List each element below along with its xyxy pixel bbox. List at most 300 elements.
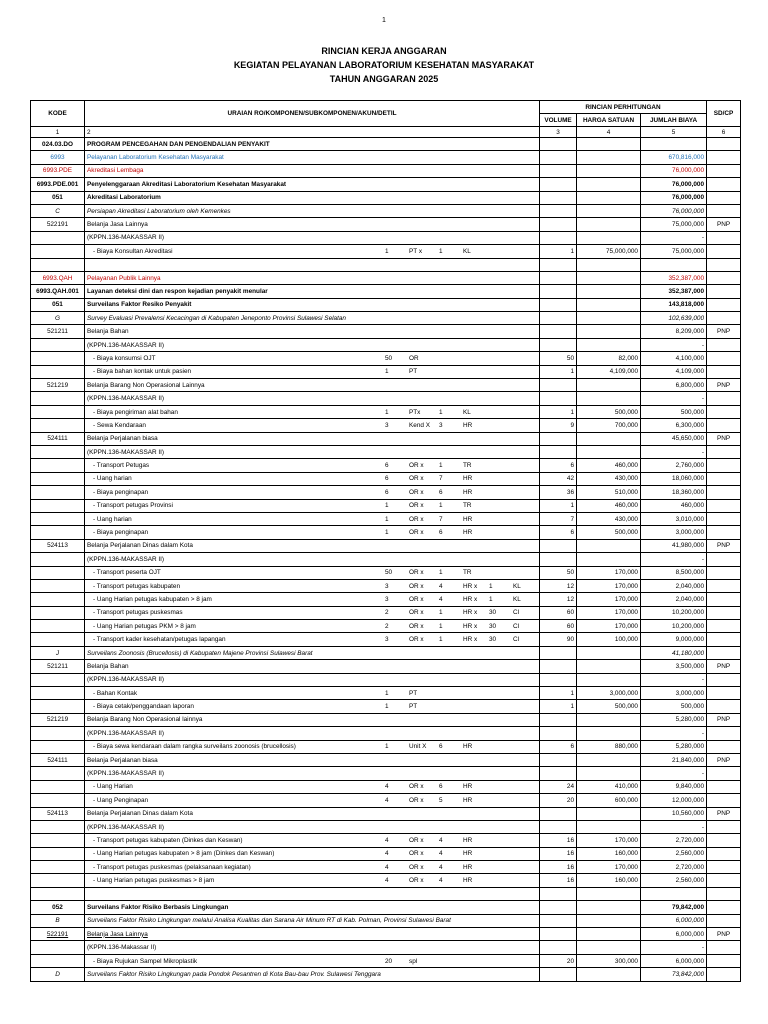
uraian-content	[87, 688, 537, 699]
qty-2: 5	[439, 796, 443, 804]
sdcp-cell	[707, 834, 741, 847]
jumlah-biaya-cell: 2,720,000	[641, 834, 707, 847]
jumlah-biaya-cell: 2,560,000	[641, 847, 707, 860]
uraian-cell	[85, 392, 540, 405]
qty-1: 1	[385, 703, 389, 711]
table-row	[31, 807, 741, 820]
jumlah-biaya-cell: 352,387,000	[641, 285, 707, 298]
sdcp-cell	[707, 579, 741, 592]
table-row	[31, 928, 741, 941]
kode-cell: 521219	[31, 713, 85, 726]
kode-cell: 051	[31, 191, 85, 204]
uraian-label: Surveilans Faktor Risiko Lingkungan pada Pondok Pesantren di Kota Bau-bau Prov. Sulawesi Tenggara	[87, 970, 381, 978]
harga-satuan-cell: 460,000	[577, 499, 641, 512]
volume-cell: 42	[540, 472, 577, 485]
detail-row	[31, 405, 741, 418]
jumlah-biaya-cell: 4,109,000	[641, 365, 707, 378]
jumlah-biaya-cell: 76,000,000	[641, 178, 707, 191]
sdcp-cell	[707, 312, 741, 325]
uraian-label: Surveilans Faktor Risiko Berbasis Lingkungan	[87, 903, 229, 911]
qty-2: 1	[439, 622, 443, 630]
jumlah-biaya-cell: 460,000	[641, 499, 707, 512]
unit-1: spl	[409, 957, 418, 965]
kode-cell: J	[31, 646, 85, 659]
volume-cell: 12	[540, 593, 577, 606]
uraian-content	[87, 942, 537, 953]
sdcp-cell	[707, 646, 741, 659]
unit-2: KL	[463, 408, 471, 416]
sdcp-cell	[707, 405, 741, 418]
qty-1: 1	[385, 247, 389, 255]
qty-1: 6	[385, 488, 389, 496]
uraian-content	[87, 206, 537, 217]
unit-2: HR	[463, 837, 473, 844]
table-row	[31, 553, 741, 566]
volume-cell	[540, 231, 577, 244]
harga-satuan-cell	[577, 968, 641, 981]
sdcp-cell: PNP	[707, 325, 741, 338]
volume-cell: 90	[540, 633, 577, 646]
harga-satuan-cell	[577, 753, 641, 766]
volume-cell	[540, 164, 577, 177]
qty-1: 4	[385, 877, 389, 885]
uraian-content	[87, 433, 537, 444]
unit-2: HR x	[463, 622, 478, 630]
sdcp-cell	[707, 861, 741, 874]
uraian-content	[87, 340, 537, 351]
sdcp-cell	[707, 526, 741, 539]
volume-cell	[540, 767, 577, 780]
uraian-content	[87, 795, 537, 806]
uraian-label: Akreditasi Laboratorium	[87, 194, 161, 202]
sdcp-cell	[707, 298, 741, 311]
sdcp-cell	[707, 164, 741, 177]
uraian-content	[87, 273, 537, 284]
volume-cell: 6	[540, 459, 577, 472]
uraian-label: - Biaya Konsultan Akreditasi	[93, 247, 173, 255]
kode-cell	[31, 526, 85, 539]
uraian-content	[87, 353, 537, 364]
volume-cell: 12	[540, 579, 577, 592]
uraian-content	[87, 929, 537, 940]
table-row	[31, 204, 741, 217]
volume-cell	[540, 941, 577, 954]
budget-table	[30, 100, 741, 982]
uraian-cell	[85, 365, 540, 378]
sdcp-cell	[707, 847, 741, 860]
uraian-cell	[85, 231, 540, 244]
unit-1: OR x	[409, 837, 424, 844]
volume-cell: 1	[540, 245, 577, 258]
harga-satuan-cell	[577, 914, 641, 927]
qty-1: 3	[385, 595, 389, 603]
sdcp-cell: PNP	[707, 928, 741, 941]
page-number: 1	[382, 17, 386, 24]
volume-cell	[540, 218, 577, 231]
sdcp-cell	[707, 700, 741, 713]
qty-2: 4	[439, 863, 443, 871]
empty-cell	[577, 887, 641, 900]
jumlah-biaya-cell: 76,000,000	[641, 191, 707, 204]
volume-cell: 1	[540, 687, 577, 700]
uraian-label: Belanja Perjalanan Dinas dalam Kota	[87, 810, 193, 818]
unit-3: Cl	[513, 622, 520, 630]
unit-1: PT	[409, 368, 418, 376]
harga-satuan-cell	[577, 285, 641, 298]
harga-satuan-cell: 700,000	[577, 419, 641, 432]
kode-cell	[31, 486, 85, 499]
header-rincian: RINCIAN PERHITUNGAN	[540, 101, 707, 114]
uraian-label: Belanja Perjalanan Dinas dalam Kota	[87, 542, 193, 550]
volume-cell	[540, 673, 577, 686]
jumlah-biaya-cell: 6,300,000	[641, 419, 707, 432]
harga-satuan-cell	[577, 553, 641, 566]
sdcp-cell	[707, 392, 741, 405]
empty-cell	[540, 258, 577, 271]
uraian-content	[87, 487, 537, 498]
qty-2: 4	[439, 850, 443, 858]
unit-3: KL	[513, 582, 521, 590]
harga-satuan-cell: 170,000	[577, 606, 641, 619]
sdcp-cell	[707, 740, 741, 753]
kode-cell: B	[31, 914, 85, 927]
kode-cell: 6993	[31, 151, 85, 164]
qty-1: 2	[385, 622, 389, 630]
uraian-content	[87, 607, 537, 618]
kode-cell: 521219	[31, 379, 85, 392]
uraian-cell	[85, 285, 540, 298]
unit-1: PTx	[409, 408, 421, 416]
uraian-cell	[85, 178, 540, 191]
jumlah-biaya-cell: -	[641, 820, 707, 833]
unit-1: OR x	[409, 636, 424, 644]
qty-2: 3	[439, 421, 443, 429]
detail-row	[31, 459, 741, 472]
kode-cell	[31, 338, 85, 351]
kode-cell: 524111	[31, 753, 85, 766]
volume-cell	[540, 713, 577, 726]
harga-satuan-cell	[577, 820, 641, 833]
kode-cell	[31, 620, 85, 633]
volume-cell	[540, 151, 577, 164]
harga-satuan-cell: 460,000	[577, 459, 641, 472]
uraian-content	[87, 152, 537, 163]
uraian-label: - Transport Petugas	[93, 462, 150, 470]
detail-row	[31, 512, 741, 525]
jumlah-biaya-cell: 18,360,000	[641, 486, 707, 499]
detail-row	[31, 780, 741, 793]
table-row	[31, 646, 741, 659]
harga-satuan-cell	[577, 539, 641, 552]
qty-1: 1	[385, 743, 389, 751]
qty-1: 2	[385, 609, 389, 617]
table-row	[31, 285, 741, 298]
kode-cell	[31, 700, 85, 713]
unit-1: OR x	[409, 863, 424, 871]
uraian-content	[87, 634, 537, 645]
jumlah-biaya-cell: 10,560,000	[641, 807, 707, 820]
uraian-cell	[85, 553, 540, 566]
unit-2: HR	[463, 783, 473, 791]
document-title-line-2: KEGIATAN PELAYANAN LABORATORIUM KESEHATAN MASYARAKAT	[233, 60, 535, 70]
uraian-label: Pelayanan Laboratorium Kesehatan Masyarakat	[87, 154, 224, 162]
uraian-content	[87, 393, 537, 404]
volume-cell: 60	[540, 606, 577, 619]
uraian-label: (KPPN.136-Makassar II)	[87, 944, 157, 952]
harga-satuan-cell	[577, 312, 641, 325]
harga-satuan-cell	[577, 901, 641, 914]
jumlah-biaya-cell: -	[641, 673, 707, 686]
volume-cell	[540, 727, 577, 740]
spacer-row	[31, 258, 741, 271]
volume-cell: 6	[540, 526, 577, 539]
unit-2: HR	[463, 796, 473, 804]
qty-2: 4	[439, 582, 443, 590]
uraian-content	[87, 299, 537, 310]
empty-cell	[540, 887, 577, 900]
uraian-cell	[85, 459, 540, 472]
qty-2: 1	[439, 502, 443, 510]
uraian-cell	[85, 646, 540, 659]
empty-cell	[31, 258, 85, 271]
uraian-content	[87, 366, 537, 377]
document-title-line-1: RINCIAN KERJA ANGGARAN	[321, 46, 447, 56]
sdcp-cell	[707, 606, 741, 619]
harga-satuan-cell: 170,000	[577, 861, 641, 874]
uraian-label: (KPPN.136-MAKASSAR II)	[87, 555, 165, 563]
unit-2: HR x	[463, 636, 478, 644]
harga-satuan-cell: 300,000	[577, 954, 641, 967]
jumlah-biaya-cell: 500,000	[641, 405, 707, 418]
volume-cell	[540, 445, 577, 458]
unit-2: HR x	[463, 609, 478, 617]
uraian-cell	[85, 499, 540, 512]
harga-satuan-cell: 510,000	[577, 486, 641, 499]
harga-satuan-cell: 170,000	[577, 593, 641, 606]
volume-cell	[540, 914, 577, 927]
harga-satuan-cell	[577, 218, 641, 231]
uraian-label: (KPPN.136-MAKASSAR II)	[87, 395, 165, 403]
qty-1: 1	[385, 689, 389, 697]
table-row	[31, 713, 741, 726]
empty-cell	[85, 887, 540, 900]
volume-cell: 1	[540, 499, 577, 512]
kode-cell	[31, 579, 85, 592]
kode-cell	[31, 727, 85, 740]
sdcp-cell	[707, 566, 741, 579]
jumlah-biaya-cell: 73,842,000	[641, 968, 707, 981]
unit-1: OR x	[409, 502, 424, 510]
uraian-label: Belanja Bahan	[87, 662, 129, 670]
harga-satuan-cell	[577, 673, 641, 686]
sdcp-cell	[707, 968, 741, 981]
volume-cell: 50	[540, 352, 577, 365]
sdcp-cell	[707, 459, 741, 472]
uraian-label: (KPPN.136-MAKASSAR II)	[87, 770, 165, 778]
kode-cell	[31, 245, 85, 258]
uraian-content	[87, 969, 537, 980]
uraian-content	[87, 701, 537, 712]
jumlah-biaya-cell: 9,000,000	[641, 633, 707, 646]
detail-row	[31, 861, 741, 874]
harga-satuan-cell: 600,000	[577, 794, 641, 807]
uraian-label: Belanja Barang Non Operasional lainnya	[87, 716, 203, 724]
uraian-cell	[85, 753, 540, 766]
uraian-content	[87, 420, 537, 431]
detail-row	[31, 419, 741, 432]
kode-cell: 6993.QAH	[31, 271, 85, 284]
uraian-label: - Transport peserta OJT	[93, 569, 161, 577]
detail-row	[31, 740, 741, 753]
uraian-label: (KPPN.136-MAKASSAR II)	[87, 341, 165, 349]
kode-cell: 521211	[31, 660, 85, 673]
volume-cell: 60	[540, 620, 577, 633]
uraian-content	[87, 286, 537, 297]
jumlah-biaya-cell: -	[641, 338, 707, 351]
qty-3: 30	[489, 636, 497, 644]
kode-cell: D	[31, 968, 85, 981]
qty-1: 1	[385, 502, 389, 510]
sdcp-cell	[707, 365, 741, 378]
volume-cell: 16	[540, 847, 577, 860]
table-row	[31, 298, 741, 311]
jumlah-biaya-cell: -	[641, 767, 707, 780]
jumlah-biaya-cell: 10,200,000	[641, 620, 707, 633]
uraian-cell	[85, 445, 540, 458]
harga-satuan-cell	[577, 164, 641, 177]
uraian-content	[87, 648, 537, 659]
jumlah-biaya-cell: 75,000,000	[641, 245, 707, 258]
uraian-cell	[85, 834, 540, 847]
qty-2: 6	[439, 743, 443, 751]
table-row	[31, 445, 741, 458]
uraian-cell	[85, 271, 540, 284]
sdcp-cell	[707, 727, 741, 740]
uraian-label: Surveilans Faktor Resiko Penyakit	[87, 301, 192, 309]
unit-3: KL	[513, 595, 521, 603]
volume-cell: 20	[540, 794, 577, 807]
kode-cell: 522191	[31, 928, 85, 941]
detail-row	[31, 847, 741, 860]
volume-cell	[540, 285, 577, 298]
sdcp-cell	[707, 553, 741, 566]
harga-satuan-cell	[577, 271, 641, 284]
sdcp-cell: PNP	[707, 713, 741, 726]
uraian-cell	[85, 191, 540, 204]
kode-cell	[31, 419, 85, 432]
detail-row	[31, 954, 741, 967]
sdcp-cell	[707, 914, 741, 927]
uraian-cell	[85, 687, 540, 700]
qty-1: 1	[385, 408, 389, 416]
uraian-content	[87, 326, 537, 337]
uraian-label: Belanja Perjalanan biasa	[87, 435, 158, 443]
volume-cell	[540, 298, 577, 311]
sdcp-cell: PNP	[707, 218, 741, 231]
uraian-cell	[85, 486, 540, 499]
uraian-cell	[85, 325, 540, 338]
qty-2: 6	[439, 783, 443, 791]
uraian-content	[87, 621, 537, 632]
sdcp-cell	[707, 633, 741, 646]
jumlah-biaya-cell: 3,010,000	[641, 512, 707, 525]
unit-1: Kend X	[409, 421, 430, 429]
volume-cell	[540, 901, 577, 914]
jumlah-biaya-cell: -	[641, 231, 707, 244]
uraian-content	[87, 139, 537, 150]
harga-satuan-cell	[577, 138, 641, 151]
kode-cell	[31, 767, 85, 780]
table-row	[31, 178, 741, 191]
uraian-cell	[85, 432, 540, 445]
uraian-content	[87, 741, 537, 752]
sdcp-cell: PNP	[707, 807, 741, 820]
uraian-cell	[85, 794, 540, 807]
uraian-content	[87, 835, 537, 846]
jumlah-biaya-cell: -	[641, 445, 707, 458]
unit-2: HR x	[463, 595, 478, 603]
sdcp-cell: PNP	[707, 432, 741, 445]
uraian-content	[87, 380, 537, 391]
volume-cell	[540, 271, 577, 284]
jumlah-biaya-cell: 3,000,000	[641, 526, 707, 539]
volume-cell: 36	[540, 486, 577, 499]
uraian-content	[87, 527, 537, 538]
uraian-cell	[85, 338, 540, 351]
uraian-cell	[85, 847, 540, 860]
uraian-cell	[85, 352, 540, 365]
sdcp-cell	[707, 820, 741, 833]
uraian-label: - Bahan Kontak	[93, 689, 138, 697]
uraian-cell	[85, 700, 540, 713]
uraian-content	[87, 822, 537, 833]
qty-2: 7	[439, 515, 443, 523]
uraian-label: Belanja Perjalanan biasa	[87, 756, 158, 764]
sdcp-cell	[707, 271, 741, 284]
table-row	[31, 231, 741, 244]
sdcp-cell	[707, 151, 741, 164]
sdcp-cell	[707, 499, 741, 512]
qty-3: 30	[489, 622, 497, 630]
spacer-row	[31, 887, 741, 900]
jumlah-biaya-cell: 5,280,000	[641, 713, 707, 726]
uraian-label: - Transport petugas kabupaten (Dinkes dan Keswan)	[93, 837, 243, 844]
sdcp-cell	[707, 352, 741, 365]
table-row	[31, 164, 741, 177]
uraian-label: - Biaya Rujukan Sampel Mikroplastik	[93, 957, 198, 965]
jumlah-biaya-cell: 3,000,000	[641, 687, 707, 700]
sdcp-cell	[707, 767, 741, 780]
uraian-label: - Transport petugas Provinsi	[93, 502, 173, 510]
harga-satuan-cell	[577, 941, 641, 954]
jumlah-biaya-cell: 4,100,000	[641, 352, 707, 365]
unit-1: OR x	[409, 796, 424, 804]
sdcp-cell	[707, 191, 741, 204]
unit-1: PT	[409, 689, 418, 697]
harga-satuan-cell	[577, 646, 641, 659]
empty-cell	[85, 258, 540, 271]
uraian-cell	[85, 298, 540, 311]
table-row	[31, 673, 741, 686]
qty-1: 6	[385, 462, 389, 470]
kode-cell	[31, 472, 85, 485]
uraian-cell	[85, 620, 540, 633]
harga-satuan-cell: 410,000	[577, 780, 641, 793]
harga-satuan-cell	[577, 178, 641, 191]
qty-2: 1	[439, 408, 443, 416]
qty-2: 4	[439, 837, 443, 844]
sdcp-cell	[707, 472, 741, 485]
